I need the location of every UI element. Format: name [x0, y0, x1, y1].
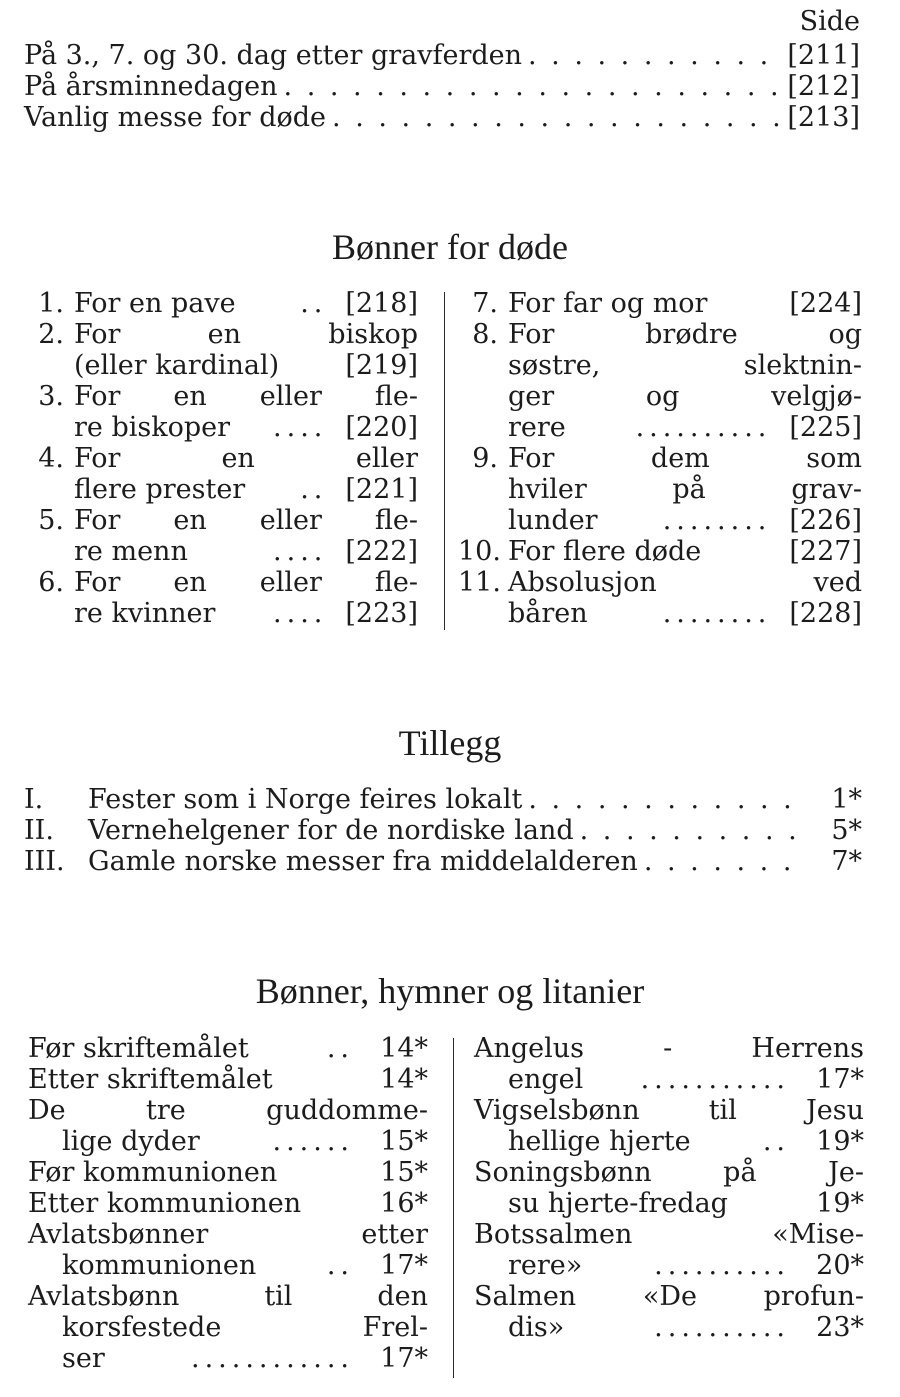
dot-leader: ........: [662, 598, 772, 629]
entry-page: 17*: [380, 1250, 428, 1281]
entry-line: [474, 1033, 864, 1064]
entry-text: (eller kardinal): [74, 350, 280, 381]
entry-line: [508, 381, 862, 412]
entry-text: engel: [508, 1064, 584, 1095]
entry-text: re biskoper: [74, 412, 231, 443]
entry-body: [508, 567, 862, 629]
entry-number: 8.: [472, 319, 498, 350]
entry-page: 20*: [816, 1250, 864, 1281]
entry-text: ger og velgjø-: [508, 381, 862, 412]
entry-line: [508, 598, 862, 629]
entry-line: [74, 505, 418, 536]
entry-text: søstre, slektnin-: [508, 350, 862, 381]
entry-text: korsfestede Frel-: [62, 1312, 428, 1343]
entry-page: [222]: [345, 536, 418, 567]
entry-number: 9.: [472, 443, 498, 474]
entry-text: Avlatsbønner etter: [28, 1219, 428, 1250]
entry-line: [508, 474, 862, 505]
entry-line: [474, 1126, 864, 1157]
entry-line: [474, 1219, 864, 1250]
entry-body: [74, 381, 418, 443]
entry-line: [28, 1312, 428, 1343]
entry-line: [28, 1095, 428, 1126]
entry-line: [74, 443, 418, 474]
entry-line: [28, 1250, 428, 1281]
entry-page: 23*: [816, 1312, 864, 1343]
entry-text: flere prester: [74, 474, 246, 505]
entry-body: [74, 443, 418, 505]
entry-line: [508, 536, 862, 567]
entry-page: [219]: [345, 350, 418, 381]
toc-line-label: På 3., 7. og 30. dag etter gravferden: [24, 40, 523, 71]
tillegg-item-page: 5*: [831, 815, 862, 846]
entry-page: 19*: [816, 1126, 864, 1157]
entry-line: [74, 598, 418, 629]
entry-line: [28, 1188, 428, 1219]
entry-page: [225]: [789, 412, 862, 443]
toc-line-page: [211]: [787, 40, 860, 71]
entry-text: For en eller fle-: [74, 567, 418, 598]
top-toc-list: [24, 40, 860, 133]
entry-text: dis»: [508, 1312, 565, 1343]
column-divider: [444, 292, 445, 630]
entry-text: hellige hjerte: [508, 1126, 691, 1157]
dot-leader: ..........: [654, 1312, 790, 1343]
entry-text: kommunionen: [62, 1250, 257, 1281]
entry-text: båren: [508, 598, 588, 629]
dot-leader: [580, 815, 800, 846]
entry-page: [221]: [345, 474, 418, 505]
numbered-entry: [24, 381, 418, 443]
hymn-entry: [474, 1033, 864, 1095]
entry-page: 14*: [380, 1033, 428, 1064]
entry-text: Angelus - Herrens: [474, 1033, 864, 1064]
toc-line: [24, 40, 860, 71]
tillegg-item-label: Fester som i Norge feires lokalt: [88, 784, 523, 815]
section-heading-tillegg: Tillegg: [398, 723, 502, 763]
hymn-entry: [28, 1157, 428, 1188]
entry-line: [474, 1157, 864, 1188]
entry-line: [508, 350, 862, 381]
entry-body: [74, 288, 418, 319]
entry-text: su hjerte-fredag: [508, 1188, 728, 1219]
numbered-entry: [24, 443, 418, 505]
entry-text: re kvinner: [74, 598, 216, 629]
entry-page: 17*: [816, 1064, 864, 1095]
entry-text: For far og mor: [508, 288, 708, 319]
column-divider: [453, 1038, 454, 1378]
entry-line: [474, 1281, 864, 1312]
numbered-entry: [24, 567, 418, 629]
dot-leader: [644, 846, 800, 877]
entry-line: [474, 1188, 864, 1219]
hymns-right-column: [474, 1033, 864, 1343]
dot-leader: ..: [326, 1250, 354, 1281]
entry-text: rere: [508, 412, 566, 443]
prayers-dead-right-column: [458, 288, 862, 629]
toc-line-label: Vanlig messe for døde: [24, 102, 327, 133]
dot-leader: ......: [272, 1126, 354, 1157]
entry-body: [74, 319, 418, 381]
hymn-entry: [28, 1033, 428, 1064]
section-heading-prayers-for-dead: Bønner for døde: [332, 227, 568, 267]
tillegg-item: [24, 784, 862, 815]
entry-number: 7.: [472, 288, 498, 319]
tillegg-item-number: III.: [24, 846, 65, 877]
entry-line: [74, 567, 418, 598]
numbered-entry: [458, 567, 862, 629]
entry-text: hviler på grav-: [508, 474, 862, 505]
numbered-entry: [24, 319, 418, 381]
dot-leader: [284, 71, 782, 102]
entry-page: 15*: [380, 1157, 428, 1188]
entry-text: For en pave: [74, 288, 236, 319]
entry-text: For dem som: [508, 443, 862, 474]
entry-line: [508, 505, 862, 536]
entry-line: [508, 319, 862, 350]
toc-line-label: På årsminnedagen: [24, 71, 278, 102]
hymns-left-column: [28, 1033, 428, 1374]
dot-leader: ............: [191, 1343, 354, 1374]
numbered-entry: [458, 319, 862, 443]
entry-text: lunder: [508, 505, 598, 536]
entry-line: [28, 1126, 428, 1157]
entry-page: [226]: [789, 505, 862, 536]
hymn-entry: [28, 1219, 428, 1281]
entry-number: 2.: [38, 319, 64, 350]
entry-line: [74, 381, 418, 412]
entry-text: Soningsbønn på Je-: [474, 1157, 864, 1188]
entry-text: ser: [62, 1343, 105, 1374]
entry-line: [474, 1250, 864, 1281]
tillegg-item-label: Gamle norske messer fra middelalderen: [88, 846, 638, 877]
entry-text: Før skriftemålet: [28, 1033, 249, 1064]
toc-line: [24, 71, 860, 102]
entry-text: For flere døde: [508, 536, 702, 567]
entry-line: [28, 1033, 428, 1064]
entry-body: [508, 319, 862, 443]
tillegg-item-page: 7*: [831, 846, 862, 877]
entry-number: 3.: [38, 381, 64, 412]
entry-line: [74, 288, 418, 319]
entry-number: 6.: [38, 567, 64, 598]
entry-page: 16*: [380, 1188, 428, 1219]
entry-line: [28, 1064, 428, 1095]
tillegg-item-number: I.: [24, 784, 44, 815]
entry-page: [228]: [789, 598, 862, 629]
dot-leader: ....: [273, 412, 328, 443]
entry-text: Etter kommunionen: [28, 1188, 302, 1219]
numbered-entry: [458, 443, 862, 536]
entry-text: For en eller fle-: [74, 505, 418, 536]
entry-text: Før kommunionen: [28, 1157, 278, 1188]
entry-text: Vigselsbønn til Jesu: [474, 1095, 864, 1126]
hymn-entry: [474, 1281, 864, 1343]
entry-number: 11.: [458, 567, 501, 598]
entry-text: Etter skriftemålet: [28, 1064, 273, 1095]
dot-leader: [528, 40, 781, 71]
dot-leader: ..: [326, 1033, 354, 1064]
hymn-entry: [28, 1281, 428, 1374]
entry-page: [224]: [789, 288, 862, 319]
entry-page: [223]: [345, 598, 418, 629]
entry-text: For en biskop: [74, 319, 418, 350]
tillegg-item-page: 1*: [831, 784, 862, 815]
entry-line: [74, 319, 418, 350]
entry-line: [74, 474, 418, 505]
tillegg-item-label: Vernehelgener for de nordiske land: [88, 815, 574, 846]
hymn-entry: [474, 1157, 864, 1219]
entry-text: Salmen «De profun-: [474, 1281, 864, 1312]
entry-text: Absolusjon ved: [508, 567, 862, 598]
dot-leader: ...........: [640, 1064, 790, 1095]
dot-leader: ........: [662, 505, 772, 536]
dot-leader: ....: [273, 598, 328, 629]
entry-page: 15*: [380, 1126, 428, 1157]
entry-line: [28, 1343, 428, 1374]
tillegg-list: [24, 784, 862, 877]
entry-page: [227]: [789, 536, 862, 567]
entry-body: [508, 536, 862, 567]
tillegg-item-number: II.: [24, 815, 54, 846]
tillegg-item: [24, 815, 862, 846]
entry-body: [74, 567, 418, 629]
entry-text: For en eller: [74, 443, 418, 474]
dot-leader: ..: [762, 1126, 790, 1157]
toc-line-page: [212]: [787, 71, 860, 102]
entry-line: [508, 567, 862, 598]
entry-number: 4.: [38, 443, 64, 474]
entry-page: [220]: [345, 412, 418, 443]
dot-leader: ..: [300, 474, 328, 505]
entry-number: 5.: [38, 505, 64, 536]
hymn-entry: [474, 1095, 864, 1157]
entry-text: Avlatsbønn til den: [28, 1281, 428, 1312]
tillegg-item: [24, 846, 862, 877]
entry-line: [508, 443, 862, 474]
dot-leader: ....: [273, 536, 328, 567]
entry-line: [28, 1219, 428, 1250]
entry-line: [74, 412, 418, 443]
entry-text: De tre guddomme-: [28, 1095, 428, 1126]
toc-line: [24, 102, 860, 133]
numbered-entry: [458, 536, 862, 567]
entry-page: 14*: [380, 1064, 428, 1095]
side-column-label: Side: [799, 6, 860, 37]
entry-page: 19*: [816, 1188, 864, 1219]
entry-page: [218]: [345, 288, 418, 319]
entry-body: [508, 288, 862, 319]
entry-number: 10.: [458, 536, 501, 567]
dot-leader: [332, 102, 781, 133]
entry-line: [474, 1095, 864, 1126]
prayers-dead-left-column: [24, 288, 418, 629]
numbered-entry: [458, 288, 862, 319]
entry-body: [74, 505, 418, 567]
section-heading-hymns: Bønner, hymner og litanier: [255, 971, 645, 1011]
entry-line: [508, 412, 862, 443]
entry-text: Botssalmen «Mise-: [474, 1219, 864, 1250]
dot-leader: [528, 784, 800, 815]
dot-leader: ..: [300, 288, 328, 319]
entry-line: [28, 1157, 428, 1188]
entry-line: [74, 350, 418, 381]
numbered-entry: [24, 505, 418, 567]
hymn-entry: [28, 1188, 428, 1219]
entry-text: re menn: [74, 536, 188, 567]
entry-text: rere»: [508, 1250, 583, 1281]
entry-page: 17*: [380, 1343, 428, 1374]
entry-text: For en eller fle-: [74, 381, 418, 412]
entry-line: [508, 288, 862, 319]
dot-leader: ..........: [635, 412, 772, 443]
hymn-entry: [28, 1095, 428, 1157]
entry-text: For brødre og: [508, 319, 862, 350]
toc-line-page: [213]: [787, 102, 860, 133]
hymn-entry: [474, 1219, 864, 1281]
entry-number: 1.: [38, 288, 64, 319]
dot-leader: ..........: [654, 1250, 790, 1281]
entry-body: [508, 443, 862, 536]
entry-line: [74, 536, 418, 567]
numbered-entry: [24, 288, 418, 319]
entry-line: [474, 1312, 864, 1343]
entry-line: [474, 1064, 864, 1095]
entry-line: [28, 1281, 428, 1312]
hymn-entry: [28, 1064, 428, 1095]
entry-text: lige dyder: [62, 1126, 200, 1157]
